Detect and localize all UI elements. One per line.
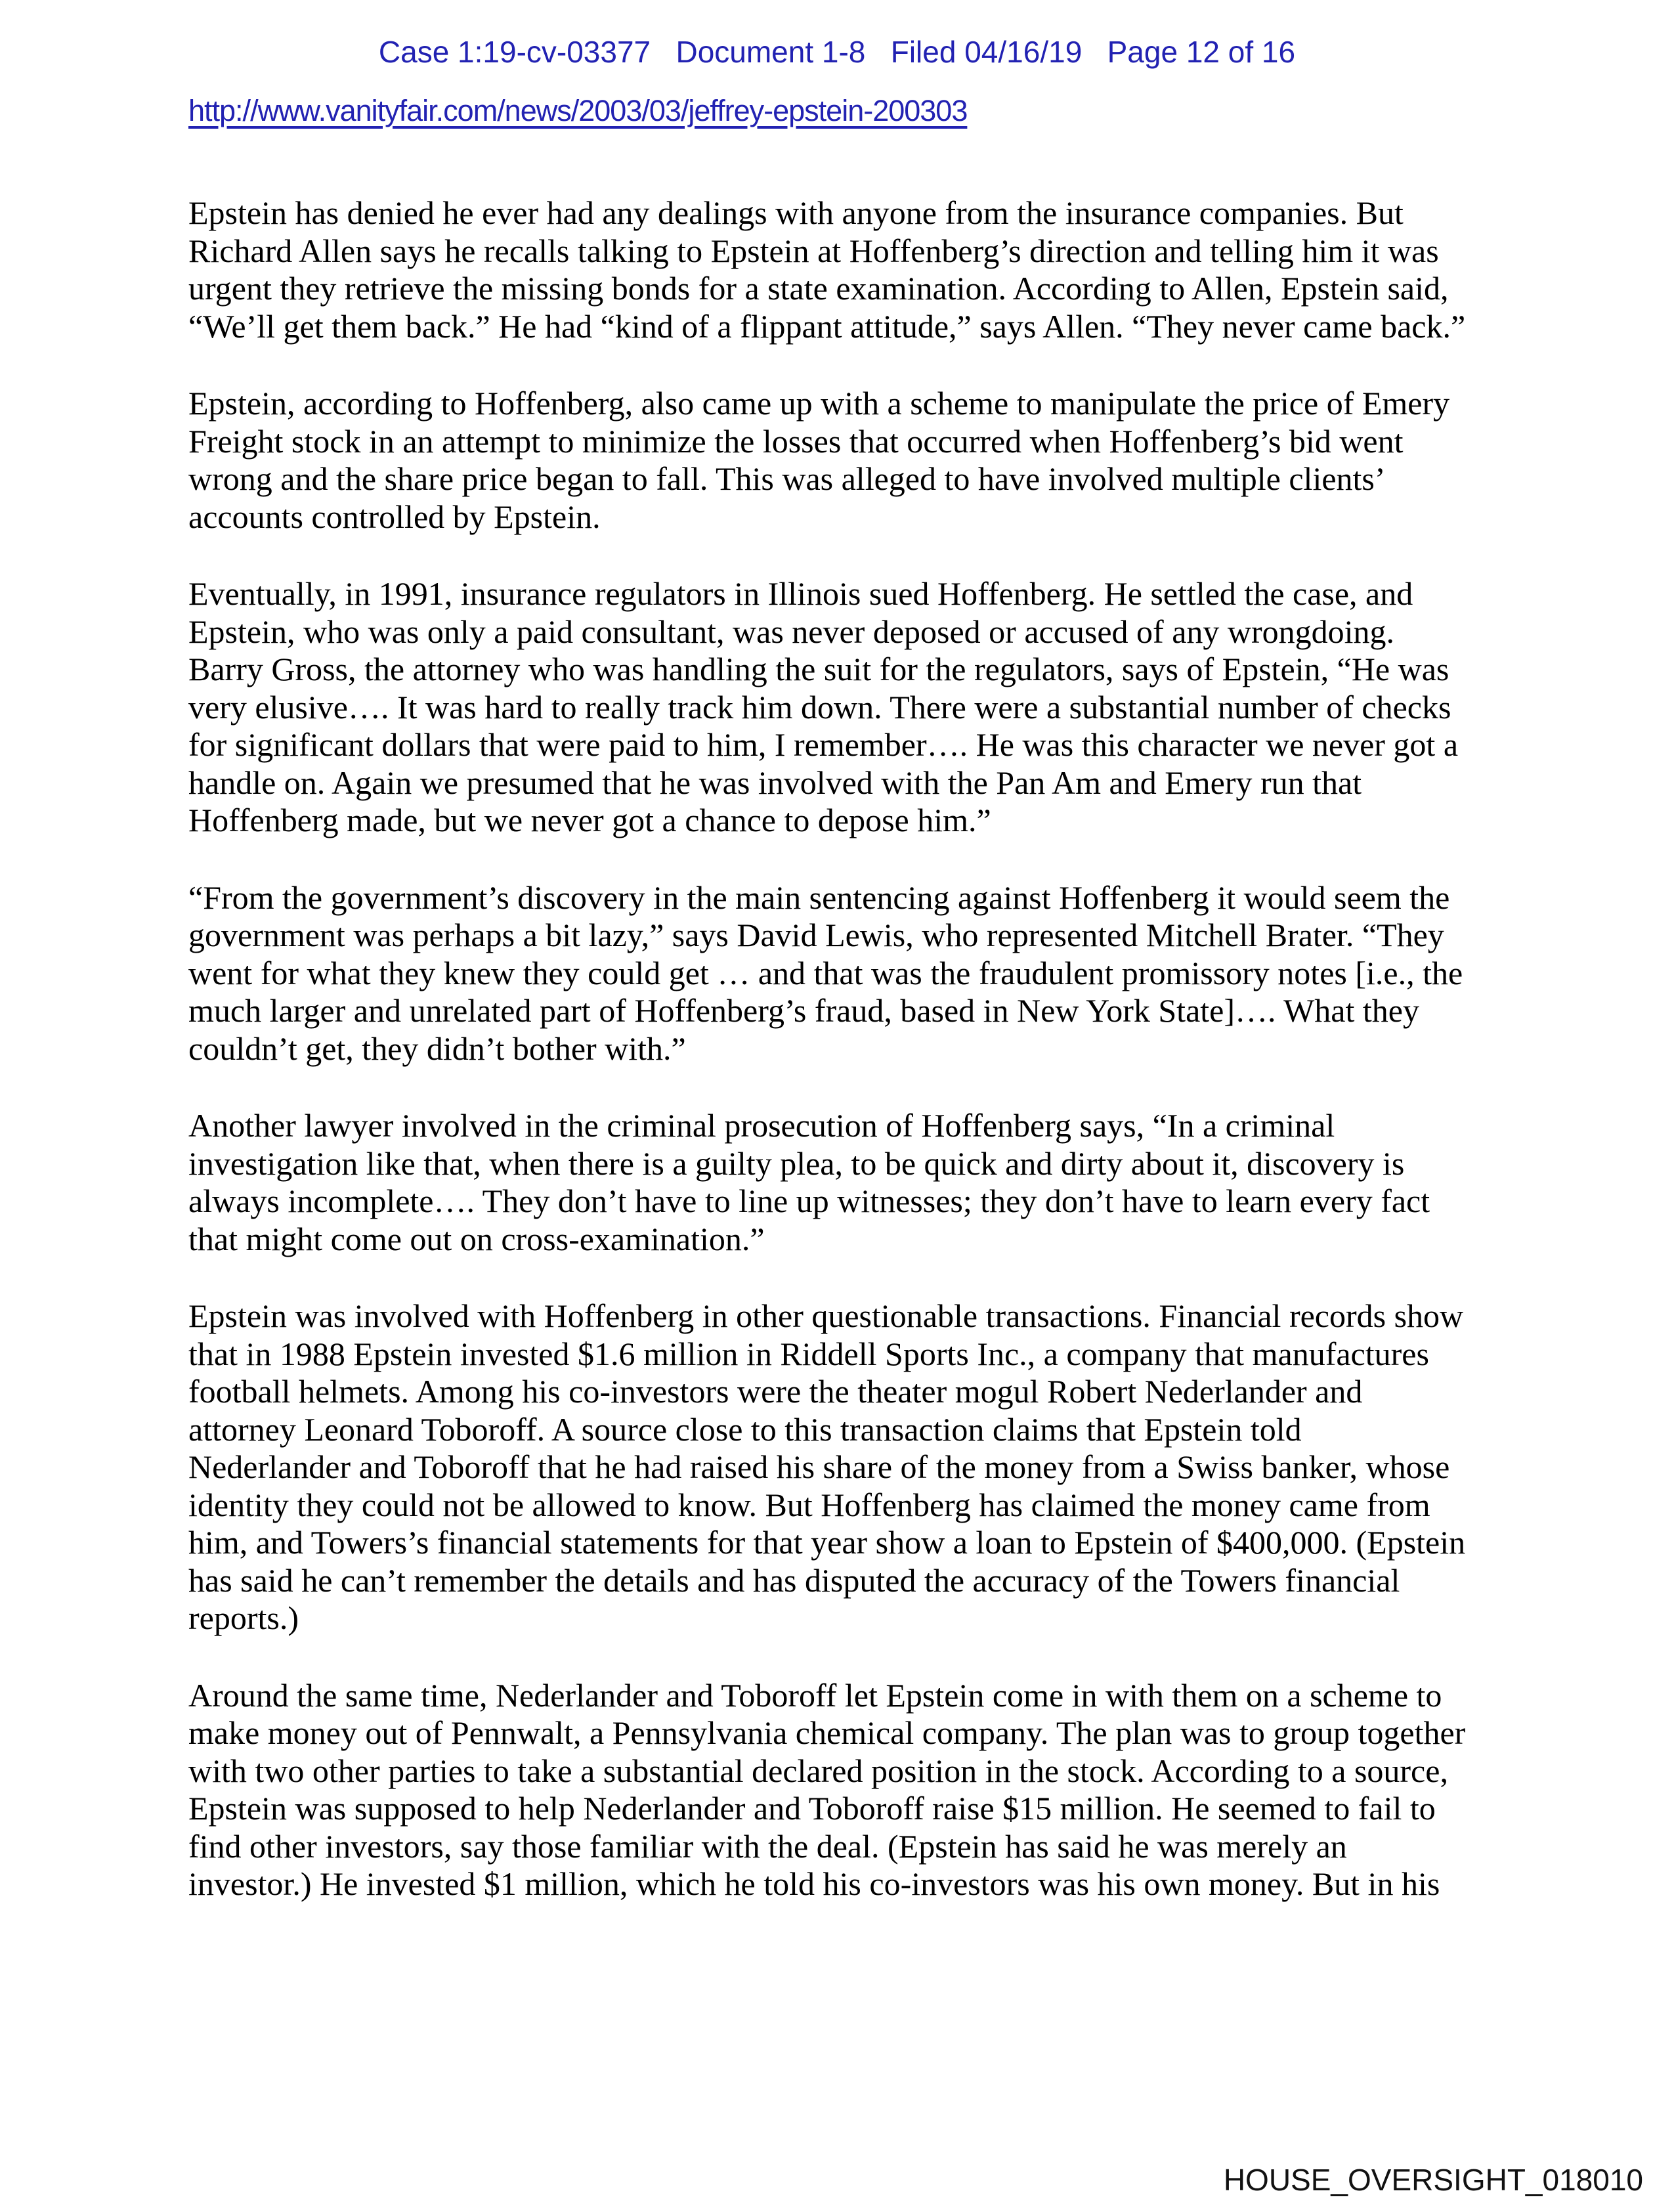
article-paragraph: Epstein was involved with Hoffenberg in other questionable transactions. Financial records show that in 1988 Epstein invested $1.6 million in Riddell Sports Inc., a company that manufactures football helmets. Among his co-investors were the theater mogul Robert Nederlander and attorney Leonard Toboroff. A source close to this transaction claims that Epstein told Nederlander and Toboroff that he had raised his share of the money from a Swiss banker, whose identity they could not be allowed to know. But Hoffenberg has claimed the money came from him, and Towers’s financial statements for that year show a loan to Epstein of $400,000. (Epstein has said he can’t remember the details and has disputed the accuracy of the Towers financial reports.) bbox=[188, 1297, 1466, 1636]
article-paragraph: Eventually, in 1991, insurance regulators in Illinois sued Hoffenberg. He settled the case, and Epstein, who was only a paid consultant, was never deposed or accused of any wrongdoing. Barry Gross, the attorney who was handling the suit for the regulators, says of Epstein, “He was very elusive…. It was hard to really track him down. There were a substantial number of checks for significant dollars that were paid to him, I remember…. He was this character we never got a handle on. Again we presumed that he was involved with the Pan Am and Emery run that Hoffenberg made, but we never got a chance to depose him.” bbox=[188, 575, 1459, 838]
article-paragraph: Epstein has denied he ever had any dealings with anyone from the insurance companies. But Richard Allen says he recalls talking to Epstein at Hoffenberg’s direction and telling him it was urgent they retrieve the missing bonds for a state examination. According to Allen, Epstein said, “We’ll get them back.” He had “kind of a flippant attitude,” says Allen. “They never came back.” bbox=[188, 194, 1466, 345]
source-url-link[interactable]: http://www.vanityfair.com/news/2003/03/jeffrey-epstein-200303 bbox=[188, 94, 968, 127]
article-paragraph: Another lawyer involved in the criminal prosecution of Hoffenberg says, “In a criminal investigation like that, when there is a guilty plea, to be quick and dirty about it, discovery is always incomplete…. They don’t have to line up witnesses; they don’t have to learn every fact that might come out on cross-examination.” bbox=[188, 1107, 1430, 1257]
article-paragraph: Around the same time, Nederlander and Toboroff let Epstein come in with them on a scheme to make money out of Pennwalt, a Pennsylvania chemical company. The plan was to group together with two other parties to take a substantial declared position in the stock. According to a source, Epstein was supposed to help Nederlander and Toboroff raise $15 million. He seemed to fail to find other investors, say those familiar with the deal. (Epstein has said he was merely an investor.) He invested $1 million, which he told his co-investors was his own money. But in his bbox=[188, 1676, 1466, 1902]
article-paragraph: Epstein, according to Hoffenberg, also came up with a scheme to manipulate the price of Emery Freight stock in an attempt to minimize the losses that occurred when Hoffenberg’s bid went wrong and the share price began to fall. This was alleged to have involved multiple clients’ accounts controlled by Epstein. bbox=[188, 385, 1450, 535]
court-case-stamp: Case 1:19-cv-03377 Document 1-8 Filed 04/16/19 Page 12 of 16 bbox=[378, 35, 1296, 69]
article-paragraph: “From the government’s discovery in the main sentencing against Hoffenberg it would seem the government was perhaps a bit lazy,” says David Lewis, who represented Mitchell Brater. “They went for what they knew they could get … and that was the fraudulent promissory notes [i.e., the much larger and unrelated part of Hoffenberg’s fraud, based in New York State]…. What they couldn’t get, they didn’t bother with.” bbox=[188, 878, 1463, 1067]
bates-number: HOUSE_OVERSIGHT_018010 bbox=[1223, 2163, 1643, 2197]
article-body bbox=[188, 194, 1469, 1943]
